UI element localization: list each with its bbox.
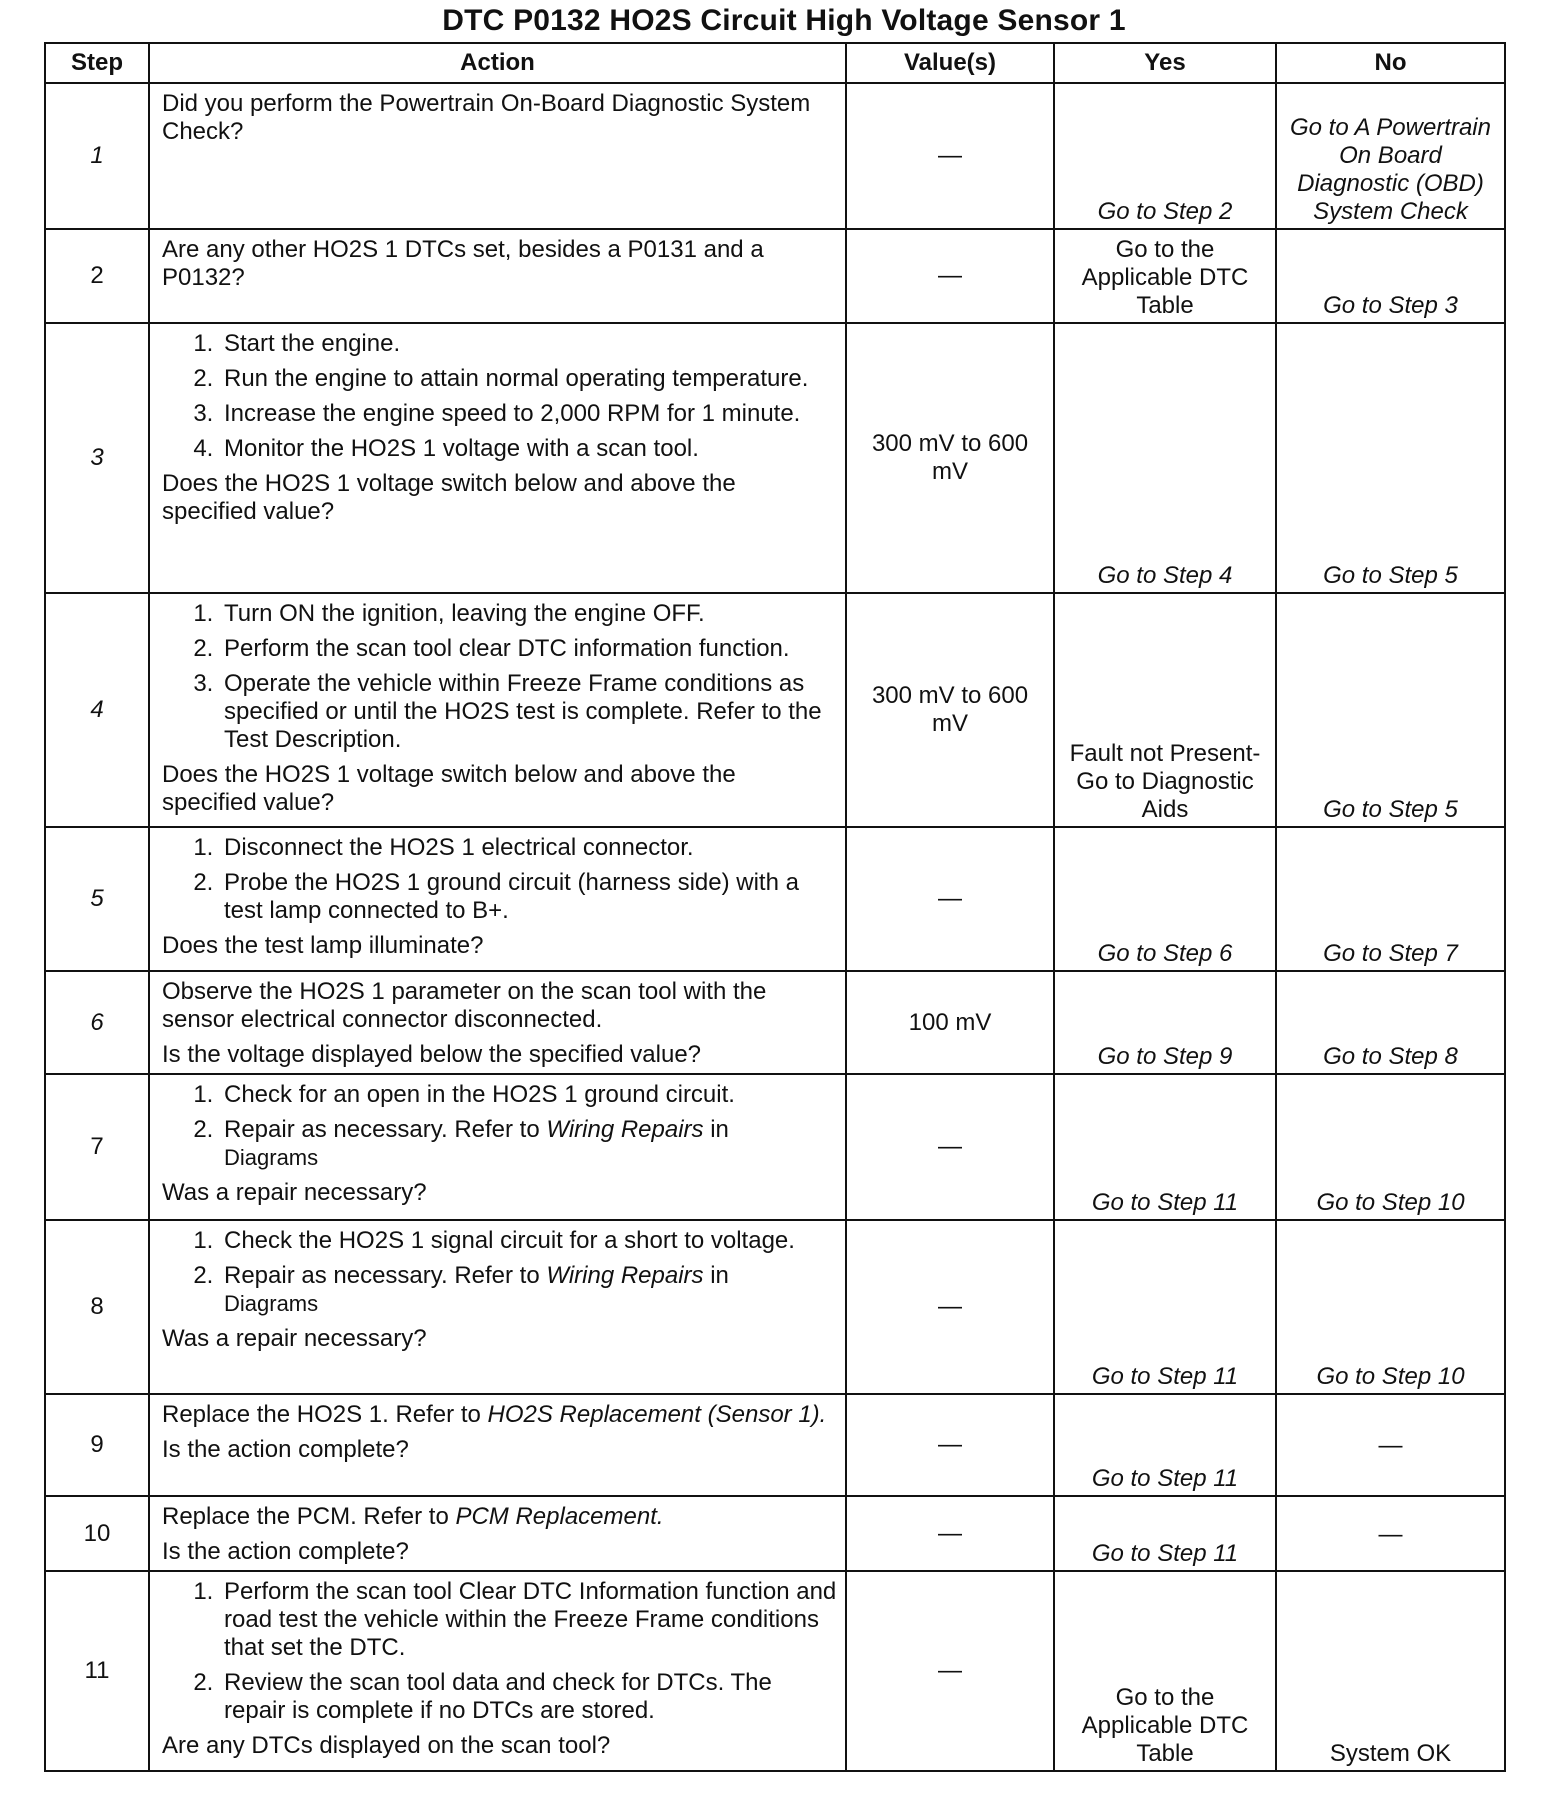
list-item — [220, 1116, 837, 1172]
list-item: 1. Turn ON the ignition, leaving the engine OFF. — [220, 600, 837, 628]
value-cell: 100 mV — [846, 971, 1054, 1074]
table-row — [45, 83, 1505, 229]
table-row — [45, 1394, 1505, 1496]
action-steps — [162, 1578, 837, 1725]
table-row — [45, 1496, 1505, 1571]
no-cell: System OK — [1276, 1571, 1505, 1771]
yes-cell: Go to Step 11 — [1054, 1496, 1276, 1571]
value-cell: — — [846, 83, 1054, 229]
list-item: 2. Probe the HO2S 1 ground circuit (harness side) with a test lamp connected to B+. — [220, 869, 837, 925]
value-cell: — — [846, 1220, 1054, 1394]
list-item: 1. Start the engine. — [220, 330, 837, 358]
step-number: 1 — [45, 83, 149, 229]
repair-in: in — [710, 1116, 729, 1143]
no-cell: Go to Step 5 — [1276, 323, 1505, 593]
step-number: 10 — [45, 1496, 149, 1571]
diagnostic-table — [44, 42, 1506, 1772]
wiring-repairs-ref: Wiring Repairs — [546, 1116, 704, 1143]
action-question: Is the voltage displayed below the specified value? — [162, 1041, 702, 1068]
step-number: 7 — [45, 1074, 149, 1220]
action-question: Does the HO2S 1 voltage switch below and above the specified value? — [162, 761, 736, 816]
action-steps — [162, 1081, 837, 1172]
list-item: 1. Perform the scan tool Clear DTC Information function and road test the vehicle within the Freeze Frame conditions that set the DTC. — [220, 1578, 837, 1662]
no-cell: Go to Step 10 — [1276, 1074, 1505, 1220]
step-number: 5 — [45, 827, 149, 971]
list-item: 2. Perform the scan tool clear DTC information function. — [220, 635, 837, 663]
table-row — [45, 593, 1505, 827]
no-cell: Go to Step 10 — [1276, 1220, 1505, 1394]
list-item — [220, 1262, 837, 1318]
action-cell — [149, 83, 846, 229]
yes-cell: Go to Step 11 — [1054, 1074, 1276, 1220]
table-row — [45, 1571, 1505, 1771]
repair-in: in — [710, 1262, 729, 1289]
yes-cell: Go to Step 11 — [1054, 1220, 1276, 1394]
action-question: Does the test lamp illuminate? — [162, 932, 484, 959]
list-item: 2. Run the engine to attain normal operating temperature. — [220, 365, 837, 393]
replace-text: Replace the PCM. Refer to — [162, 1503, 449, 1530]
action-question: Is the action complete? — [162, 1436, 409, 1463]
table-header-row — [45, 43, 1505, 83]
action-cell — [149, 1074, 846, 1220]
action-question: Was a repair necessary? — [162, 1325, 427, 1352]
header-yes: Yes — [1054, 43, 1276, 83]
list-item: 3. Increase the engine speed to 2,000 RPM for 1 minute. — [220, 400, 837, 428]
no-cell: Go to Step 5 — [1276, 593, 1505, 827]
diagrams-ref: Diagrams — [224, 1291, 319, 1316]
table-row — [45, 827, 1505, 971]
action-text: Did you perform the Powertrain On-Board Diagnostic System Check? — [162, 90, 811, 145]
list-item: 4. Monitor the HO2S 1 voltage with a scan tool. — [220, 435, 837, 463]
replacement-ref: PCM Replacement. — [455, 1503, 664, 1530]
header-value: Value(s) — [846, 43, 1054, 83]
yes-cell: Go to Step 6 — [1054, 827, 1276, 971]
yes-cell: Go to Step 2 — [1054, 83, 1276, 229]
table-row — [45, 229, 1505, 323]
table-row — [45, 971, 1505, 1074]
value-cell: 300 mV to 600 mV — [846, 323, 1054, 593]
wiring-repairs-ref: Wiring Repairs — [546, 1262, 704, 1289]
no-cell: Go to Step 8 — [1276, 971, 1505, 1074]
no-cell: Go to Step 7 — [1276, 827, 1505, 971]
value-cell: — — [846, 1074, 1054, 1220]
header-no: No — [1276, 43, 1505, 83]
action-text — [162, 1401, 837, 1429]
action-cell — [149, 827, 846, 971]
no-cell: — — [1276, 1394, 1505, 1496]
no-cell: Go to Step 3 — [1276, 229, 1505, 323]
step-number: 9 — [45, 1394, 149, 1496]
replace-text: Replace the HO2S 1. Refer to — [162, 1401, 481, 1428]
action-cell — [149, 229, 846, 323]
action-cell — [149, 1394, 846, 1496]
list-item: 1. Check the HO2S 1 signal circuit for a short to voltage. — [220, 1227, 837, 1255]
yes-cell: Go to the Applicable DTC Table — [1054, 229, 1276, 323]
list-item: 1. Disconnect the HO2S 1 electrical connector. — [220, 834, 837, 862]
yes-cell: Fault not Present-Go to Diagnostic Aids — [1054, 593, 1276, 827]
action-question: Does the HO2S 1 voltage switch below and above the specified value? — [162, 470, 736, 525]
header-action: Action — [149, 43, 846, 83]
list-item: 1. Check for an open in the HO2S 1 ground circuit. — [220, 1081, 837, 1109]
repair-text: Repair as necessary. Refer to — [224, 1262, 540, 1289]
yes-cell: Go to the Applicable DTC Table — [1054, 1571, 1276, 1771]
action-steps — [162, 600, 837, 754]
action-cell — [149, 971, 846, 1074]
step-number: 2 — [45, 229, 149, 323]
action-cell — [149, 1496, 846, 1571]
value-cell: — — [846, 827, 1054, 971]
value-cell: — — [846, 1496, 1054, 1571]
action-cell — [149, 593, 846, 827]
list-item: 2. Review the scan tool data and check for DTCs. The repair is complete if no DTCs are stored. — [220, 1669, 837, 1725]
list-item: 3. Operate the vehicle within Freeze Frame conditions as specified or until the HO2S test is complete. Refer to the Test Description. — [220, 670, 837, 754]
page-title: DTC P0132 HO2S Circuit High Voltage Sensor 1 — [442, 4, 1126, 37]
step-number: 11 — [45, 1571, 149, 1771]
action-cell — [149, 1571, 846, 1771]
action-question: Are any DTCs displayed on the scan tool? — [162, 1732, 611, 1759]
action-question: Is the action complete? — [162, 1538, 409, 1565]
action-question: Was a repair necessary? — [162, 1179, 427, 1206]
action-cell — [149, 323, 846, 593]
value-cell: — — [846, 229, 1054, 323]
no-cell: Go to A Powertrain On Board Diagnostic (OBD) System Check — [1276, 83, 1505, 229]
table-row — [45, 323, 1505, 593]
action-steps — [162, 1227, 837, 1318]
action-text: Observe the HO2S 1 parameter on the scan tool with the sensor electrical connector disconnected. — [162, 978, 767, 1033]
table-row — [45, 1220, 1505, 1394]
repair-text: Repair as necessary. Refer to — [224, 1116, 540, 1143]
diagrams-ref: Diagrams — [224, 1145, 319, 1170]
step-number: 4 — [45, 593, 149, 827]
replacement-ref: HO2S Replacement (Sensor 1). — [487, 1401, 827, 1428]
header-step: Step — [45, 43, 149, 83]
no-cell: — — [1276, 1496, 1505, 1571]
action-text: Are any other HO2S 1 DTCs set, besides a P0131 and a P0132? — [162, 236, 764, 291]
yes-cell: Go to Step 4 — [1054, 323, 1276, 593]
action-text — [162, 1503, 837, 1531]
step-number: 8 — [45, 1220, 149, 1394]
action-steps — [162, 834, 837, 925]
action-steps — [162, 330, 837, 463]
table-row — [45, 1074, 1505, 1220]
value-cell: 300 mV to 600 mV — [846, 593, 1054, 827]
value-cell: — — [846, 1571, 1054, 1771]
action-cell — [149, 1220, 846, 1394]
step-number: 3 — [45, 323, 149, 593]
value-cell: — — [846, 1394, 1054, 1496]
step-number: 6 — [45, 971, 149, 1074]
yes-cell: Go to Step 11 — [1054, 1394, 1276, 1496]
yes-cell: Go to Step 9 — [1054, 971, 1276, 1074]
